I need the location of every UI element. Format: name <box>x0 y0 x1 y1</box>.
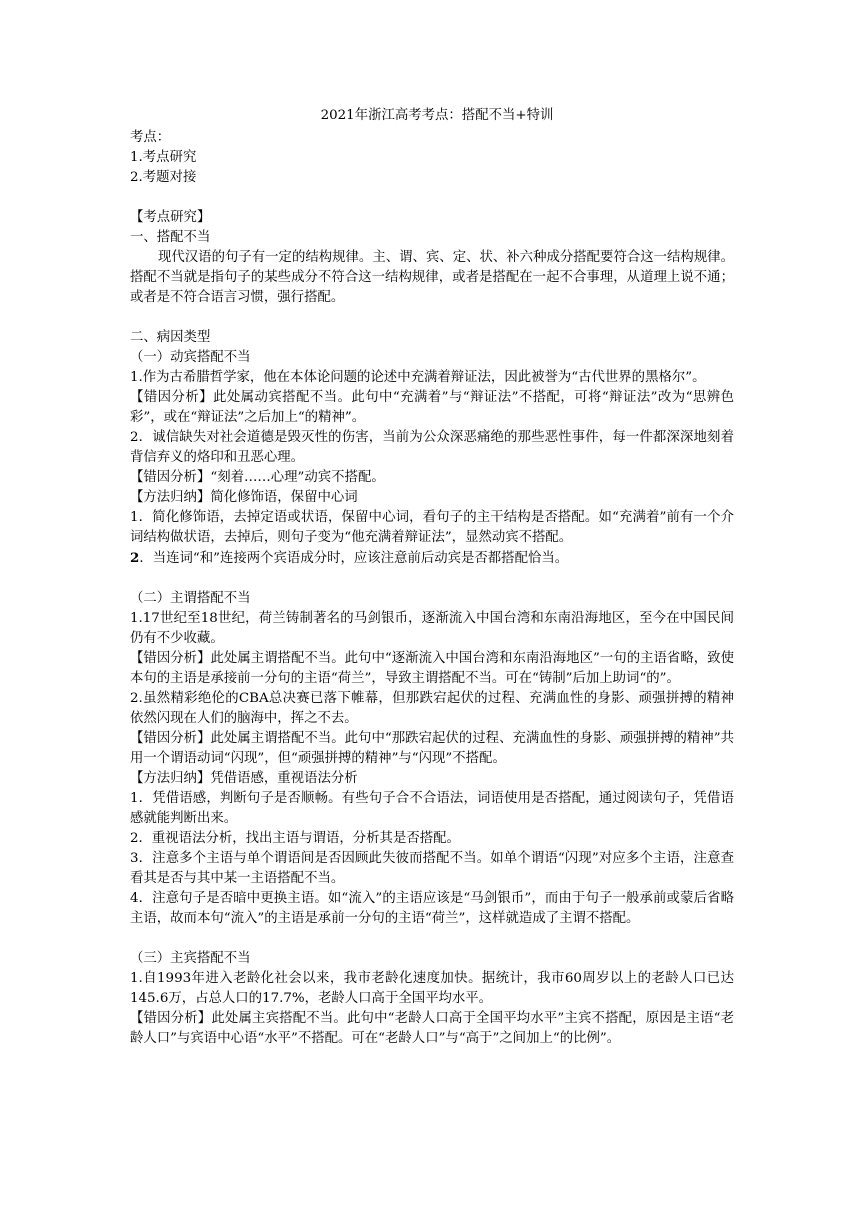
method-heading: 【方法归纳】凭借语感，重视语法分析 <box>130 771 358 786</box>
spacer <box>130 569 734 589</box>
error-analysis: 【错因分析】“刻着……心理”动宾不搭配。 <box>130 470 385 485</box>
error-analysis: 【错因分析】此处属主谓搭配不当。此句中“那跌宕起伏的过程、充满血性的身影、顽强拼搏的精神”共用一个谓语动词“闪现”，但“顽强拼搏的精神”与“闪现”不搭配。 <box>130 731 734 766</box>
example-sentence: 1.作为古希腊哲学家，他在本体论问题的论述中充满着辩证法，因此被誉为“古代世界的黑格尔”。 <box>130 370 706 385</box>
section-heading-research: 【考点研究】 <box>130 210 211 225</box>
document-title: 2021年浙江高考考点：搭配不当+特训 <box>320 108 554 123</box>
example-sentence: 2．诚信缺失对社会道德是毁灭性的伤害，当前为公众深恶痛绝的那些恶性事件，每一件都深深地刻着背信弃义的烙印和丑恶心理。 <box>130 430 734 465</box>
outline-heading: 考点： <box>130 130 171 145</box>
method-item: 1．凭借语感，判断句子是否顺畅。有些句子合不合语法，词语使用是否搭配，通过阅读句子，凭借语感就能判断出来。 <box>130 791 734 826</box>
example-sentence: 1.17世纪至18世纪，荷兰铸制著名的马剑银币，逐渐流入中国台湾和东南沿海地区，至今在中国民间仍有不少收藏。 <box>130 611 734 646</box>
part-heading-mismatch: 一、搭配不当 <box>130 230 211 245</box>
subsection-heading-subject-predicate: （二）主谓搭配不当 <box>130 591 251 606</box>
spacer <box>130 188 734 208</box>
spacer <box>130 308 734 328</box>
outline-item: 1.考点研究 <box>130 150 197 165</box>
subsection-heading-subject-object: （三）主宾搭配不当 <box>130 951 251 966</box>
method-item: 2．重视语法分析，找出主语与谓语，分析其是否搭配。 <box>130 831 460 846</box>
example-sentence: 2.虽然精彩绝伦的CBA总决赛已落下帷幕，但那跌宕起伏的过程、充满血性的身影、顽强拼搏的精神依然闪现在人们的脑海中，挥之不去。 <box>130 691 734 726</box>
document-page <box>130 106 734 1049</box>
error-analysis: 【错因分析】此处属主谓搭配不当。此句中“逐渐流入中国台湾和东南沿海地区”一句的主语省略，致使本句的主语是承接前一分句的主语“荷兰”，导致主谓搭配不当。可在“铸制”后加上助词“的”。 <box>130 651 734 686</box>
outline-item: 2.考题对接 <box>130 170 197 185</box>
method-item: 1．简化修饰语，去掉定语或状语，保留中心词，看句子的主干结构是否搭配。如“充满着”前有一个介词结构做状语，去掉后，则句子变为“他充满着辩证法”，显然动宾不搭配。 <box>130 510 734 545</box>
error-analysis: 【错因分析】此处属动宾搭配不当。此句中“充满着”与“辩证法”不搭配，可将“辩证法”改为“思辨色彩”，或在“辩证法”之后加上“的精神”。 <box>130 390 734 425</box>
method-item-number: 2 <box>130 550 140 566</box>
method-item-text: ．当连词“和”连接两个宾语成分时，应该注意前后动宾是否都搭配恰当。 <box>139 551 569 566</box>
method-item: 4．注意句子是否暗中更换主语。如“流入”的主语应该是“马剑银币”，而由于句子一般承前或蒙后省略主语，故而本句“流入”的主语是承前一分句的主语“荷兰”，这样就造成了主谓不搭配。 <box>130 891 734 926</box>
method-item <box>130 548 734 569</box>
part-heading-error-types: 二、病因类型 <box>130 330 211 345</box>
method-item: 3．注意多个主语与单个谓语间是否因顾此失彼而搭配不当。如单个谓语“闪现”对应多个主语，注意查看其是否与其中某一主语搭配不当。 <box>130 851 734 886</box>
spacer <box>130 929 734 949</box>
method-heading: 【方法归纳】简化修饰语，保留中心词 <box>130 490 358 505</box>
subsection-heading-verb-object: （一）动宾搭配不当 <box>130 350 251 365</box>
mismatch-definition: 现代汉语的句子有一定的结构规律。主、谓、宾、定、状、补六种成分搭配要符合这一结构规律。搭配不当就是指句子的某些成分不符合这一结构规律，或者是搭配在一起不合事理，从道理上说不通；或者是不符合语言习惯，强行搭配。 <box>130 250 734 305</box>
error-analysis: 【错因分析】此处属主宾搭配不当。此句中“老龄人口高于全国平均水平”主宾不搭配，原因是主语“老龄人口”与宾语中心语“水平”不搭配。可在“老龄人口”与“高于”之间加上“的比例”。 <box>130 1011 734 1046</box>
example-sentence: 1.自1993年进入老龄化社会以来，我市老龄化速度加快。据统计，我市60周岁以上的老龄人口已达145.6万，占总人口的17.7%，老龄人口高于全国平均水平。 <box>130 971 734 1006</box>
